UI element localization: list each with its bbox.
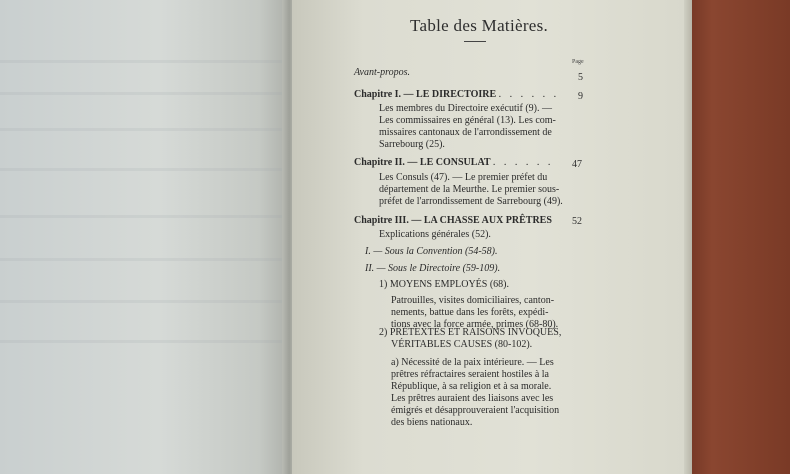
- entry-text: prêtres réfractaires seraient hostiles à la: [391, 369, 549, 380]
- subsection-title: II. — Sous le Directoire (59-109).: [365, 263, 501, 274]
- page-number: 5: [578, 72, 583, 83]
- show-through-line: [0, 258, 288, 261]
- entry-text: préfet de l'arrondissement de Sarrebourg (49).: [379, 196, 563, 207]
- item-title: 1) MOYENS EMPLOYÉS (68).: [379, 279, 509, 290]
- entry-text: Sarrebourg (25).: [379, 139, 445, 150]
- entry-text: missaires cantonaux de l'arrondissement de: [379, 127, 552, 138]
- item-title: 2) PRÉTEXTES ET RAISONS INVOQUÉS,: [379, 327, 562, 338]
- chapter-heading: [354, 157, 553, 169]
- dot-leader: . . . . . .: [498, 89, 560, 100]
- page-number: 52: [572, 216, 582, 227]
- show-through-line: [0, 92, 288, 95]
- entry-text: des biens nationaux.: [391, 417, 473, 428]
- entry-text: Explications générales (52).: [379, 229, 491, 240]
- left-page: [0, 0, 288, 474]
- entry-text: Les prêtres auraient des liaisons avec les: [391, 393, 554, 404]
- subsection-title: I. — Sous la Convention (54-58).: [365, 246, 498, 257]
- dot-leader: . . . . . .: [492, 157, 554, 168]
- show-through-line: [0, 128, 288, 131]
- page-title: Table des Matières.: [410, 16, 549, 35]
- page-number: 9: [578, 91, 583, 102]
- show-through-line: [0, 60, 288, 63]
- page-edge: [684, 0, 692, 474]
- entry-text: Les Consuls (47). — Le premier préfet du: [379, 172, 548, 183]
- chapter-title: Chapitre I. — LE DIRECTOIRE: [354, 89, 497, 100]
- toc-entry-avant-propos: Avant-propos.: [354, 67, 411, 78]
- entry-text: Les commissaires en général (13). Les com-: [379, 115, 556, 126]
- title-rule: [464, 41, 486, 42]
- entry-text: Les membres du Directoire exécutif (9). —: [379, 103, 552, 114]
- entry-text: tions avec la force armée, primes (68-80).: [391, 319, 559, 330]
- show-through-line: [0, 300, 288, 303]
- show-through-line: [0, 168, 288, 171]
- show-through-line: [0, 215, 288, 218]
- chapter-title: Chapitre II. — LE CONSULAT: [354, 157, 491, 168]
- page-number: 47: [572, 159, 582, 170]
- entry-text: émigrés et désapprouveraient l'acquisition: [391, 405, 560, 416]
- entry-text: a) Nécessité de la paix intérieure. — Les: [391, 357, 554, 368]
- show-through-line: [0, 340, 288, 343]
- entry-text: Patrouilles, visites domiciliaires, canton-: [391, 295, 555, 306]
- entry-text: département de la Meurthe. Le premier sous-: [379, 184, 560, 195]
- right-page: [292, 0, 690, 474]
- page-column-label: Page: [572, 59, 584, 65]
- chapter-heading: [354, 89, 559, 101]
- chapter-heading: Chapitre III. — LA CHASSE AUX PRÊTRES: [354, 215, 552, 226]
- item-title: VÉRITABLES CAUSES (80-102).: [391, 339, 533, 350]
- entry-text: nements, battue dans les forêts, expédi-: [391, 307, 549, 318]
- entry-text: République, à sa religion et à sa morale.: [391, 381, 552, 392]
